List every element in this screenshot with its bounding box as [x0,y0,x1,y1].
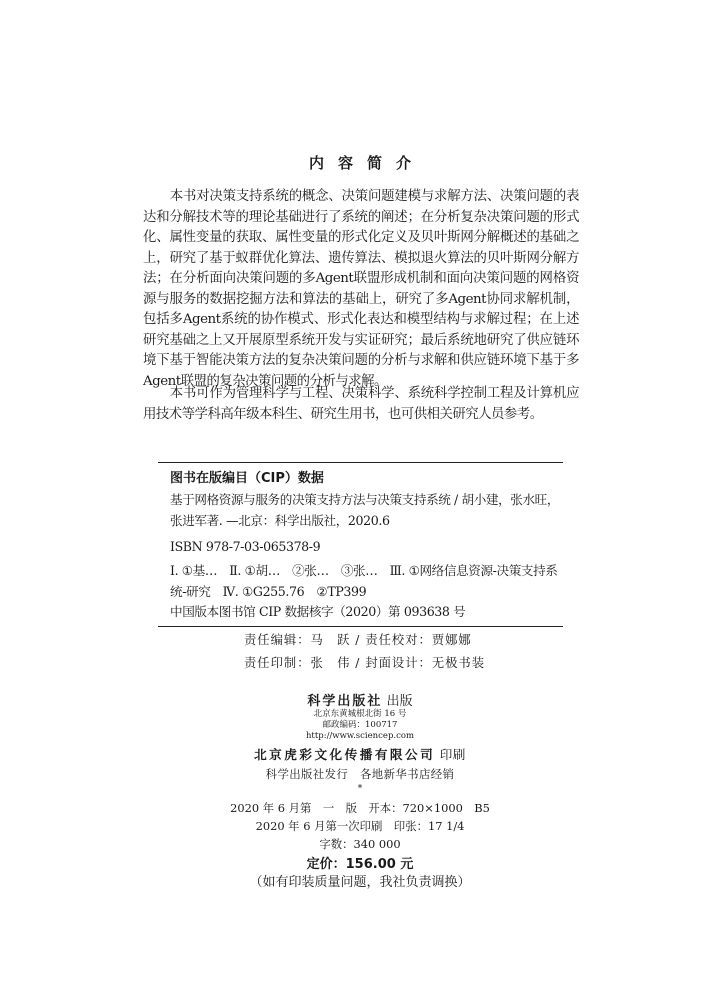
spec-word-count: 字数：340 000 [319,837,401,851]
publisher-address: 北京东黄城根北街 16 号 [313,709,407,719]
price: 定价：156.00 元 [306,857,414,872]
credit-editors: 责任编辑：马 跃 / 责任校对：贾娜娜 [244,633,472,647]
separator-star: * [357,784,363,794]
synopsis-paragraph-1 [143,187,579,392]
distribution-line: 科学出版社发行 各地新华书店经销 [265,767,455,781]
cip-data-number: 中国版本图书馆 CIP 数据核字（2020）第 093638 号 [170,604,466,619]
cip-title: 图书在版编目（CIP）数据 [170,471,324,486]
publisher-suffix: 出版 [382,694,413,709]
publisher-name: 科学出版社 [307,694,383,709]
publisher-url: http://www.sciencep.com [305,731,415,741]
cip-divider-top [158,462,563,463]
credit-production: 责任印制：张 伟 / 封面设计：无极书装 [244,656,486,670]
printer-line [0,744,720,763]
cip-classification: Ⅰ. ①基… Ⅱ. ①胡… ②张… ③张… Ⅲ. ①网络信息资源-决策支持系统-研究 Ⅳ. ①G255.76 ②TP399 [170,563,558,599]
cip-divider-bottom [158,626,563,627]
quality-notice: （如有印装质量问题，我社负责调换） [249,875,471,890]
printer-name: 北京虎彩文化传播有限公司 [254,747,436,762]
publisher-postcode: 邮政编码：100717 [322,720,398,730]
synopsis-heading: 内容简介 [308,154,425,172]
spec-printing: 2020 年 6 月第一次印刷 印张：17 1/4 [255,819,465,833]
publisher-line [0,690,720,709]
synopsis-text-1: 本书对决策支持系统的概念、决策问题建模与求解方法、决策问题的表达和分解技术等的理论基础进行了系统的阐述；在分析复杂决策问题的形式化、属性变量的获取、属性变量的形式化定义及贝叶斯网分解概述的基础之上，研究了基于蚁群优化算法、遗传算法、模拟退火算法的贝叶斯网分解方法；在分析面向决策问题的多Agent联盟形成机制和面向决策问题的网格资源与服务的数据挖掘方法和算法的基础上，研究了多Agent协同求解机制，包括多Agent系统的协作模式、形式化表达和模型结构与求解过程；在上述研究基础之上又开展原型系统开发与实证研究；最后系统地研究了供应链环境下基于智能决策方法的复杂决策问题的分析与求解和供应链环境下基于多Agent联盟的复杂决策问题的分析与求解。 [143,189,579,389]
synopsis-text-2: 本书可作为管理科学与工程、决策科学、系统科学控制工程及计算机应用技术等学科高年级本科生、研究生用书，也可供相关研究人员参考。 [143,386,579,422]
cip-isbn: ISBN 978-7-03-065378-9 [170,539,321,554]
synopsis-paragraph-2 [143,384,579,425]
spec-edition: 2020 年 6 月第 一 版 开本：720×1000 B5 [230,801,490,815]
printer-suffix: 印刷 [435,747,466,762]
cip-record: 基于网格资源与服务的决策支持方法与决策支持系统 / 胡小建，张水旺，张进军著. —北京：科学出版社，2020.6 [170,492,560,528]
